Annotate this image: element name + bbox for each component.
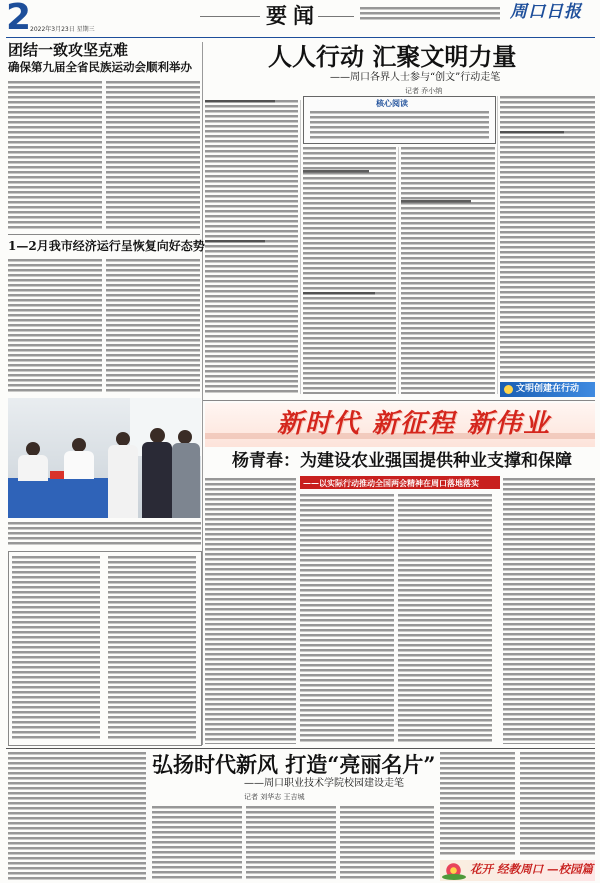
section-rule-left [200, 16, 260, 17]
civil-banner [500, 382, 595, 397]
body-text-column [300, 494, 394, 744]
body-text-column [205, 478, 296, 744]
header-rule [6, 37, 595, 38]
photo-person-jacket [142, 442, 172, 518]
photo-person-coat [18, 455, 48, 481]
body-text-column [8, 259, 102, 394]
core-reading-text [310, 111, 489, 139]
leaf-icon [442, 874, 466, 880]
photo-caption [8, 522, 201, 547]
photo-person-coat [108, 445, 138, 518]
body-text-column [152, 806, 242, 880]
subhead-line [500, 131, 564, 136]
editor-info [360, 7, 500, 20]
subhead-line [401, 200, 471, 205]
series-banner [205, 403, 595, 447]
article-headline: 1—2月我市经济运行呈恢复向好态势 [8, 239, 205, 253]
campus-series-banner-text: 花开 经教周口 —校园篇 [470, 862, 594, 876]
newspaper-logo: 周口日报 [510, 2, 582, 22]
body-text-column [8, 752, 146, 880]
photo-person [72, 438, 86, 452]
article-headline: 确保第九届全省民族运动会顺利举办 [8, 60, 192, 74]
body-text-column [205, 100, 298, 394]
body-text-column [503, 478, 595, 744]
body-text-column [8, 81, 102, 231]
body-text-column [440, 752, 515, 857]
subhead-line [303, 170, 369, 175]
civil-banner-text: 文明创建在行动 [516, 384, 580, 394]
article-subtitle: ——以实际行动推动全国两会精神在周口落地落实 [303, 477, 479, 488]
photo-person [150, 428, 165, 443]
article-rule [8, 234, 200, 235]
photo-table [8, 478, 120, 518]
section-rule-right [318, 16, 354, 17]
photo-person [178, 430, 192, 444]
column-rule [497, 96, 498, 394]
column-rule [300, 100, 301, 394]
body-text-column [303, 147, 396, 394]
body-text-column [500, 96, 595, 379]
photo-person-jacket [172, 443, 200, 518]
main-byline: 记者 乔小纳 [405, 87, 443, 95]
article-headline: 弘扬时代新风 打造“亮丽名片” [152, 752, 436, 777]
photo-person [116, 432, 130, 446]
column-rule [398, 147, 399, 394]
body-text-column [340, 806, 434, 880]
article-subtitle-bar [300, 476, 500, 489]
body-text-column [106, 81, 200, 231]
body-text-column [246, 806, 336, 880]
article-byline: 记者 刘华志 王吉城 [244, 793, 305, 801]
article-subtitle: ——周口职业技术学院校园建设走笔 [244, 778, 404, 789]
body-text-column [398, 494, 492, 744]
photo-person-coat [64, 451, 94, 479]
subhead-line [205, 100, 275, 105]
section-divider [6, 748, 595, 749]
body-text-column [108, 556, 196, 740]
body-text-column [401, 147, 495, 394]
page-number: 2 [6, 0, 32, 38]
body-text-column [520, 752, 595, 857]
news-photo [8, 398, 201, 518]
article-rule [203, 400, 595, 401]
body-text-column [106, 259, 200, 394]
article-headline: 杨青春：为建设农业强国提供种业支撑和保障 [232, 451, 572, 471]
photo-person [26, 442, 40, 456]
core-reading-box [303, 96, 496, 144]
core-reading-label: 核心阅读 [376, 98, 408, 108]
campus-series-banner [440, 860, 595, 881]
star-icon [504, 385, 513, 394]
section-title: 要闻 [266, 3, 320, 28]
subhead-line [303, 292, 375, 297]
column-separator [202, 42, 203, 745]
subhead-line [205, 240, 265, 245]
series-banner-text: 新时代 新征程 新伟业 [277, 409, 552, 439]
article-headline: 团结一致攻坚克难 [8, 41, 129, 59]
body-text-column [12, 556, 100, 740]
main-subtitle: ——周口各界人士参与“创文”行动走笔 [330, 72, 501, 83]
issue-date: 2022年3月23日 星期三 [30, 26, 95, 33]
main-headline: 人人行动 汇聚文明力量 [268, 42, 517, 71]
